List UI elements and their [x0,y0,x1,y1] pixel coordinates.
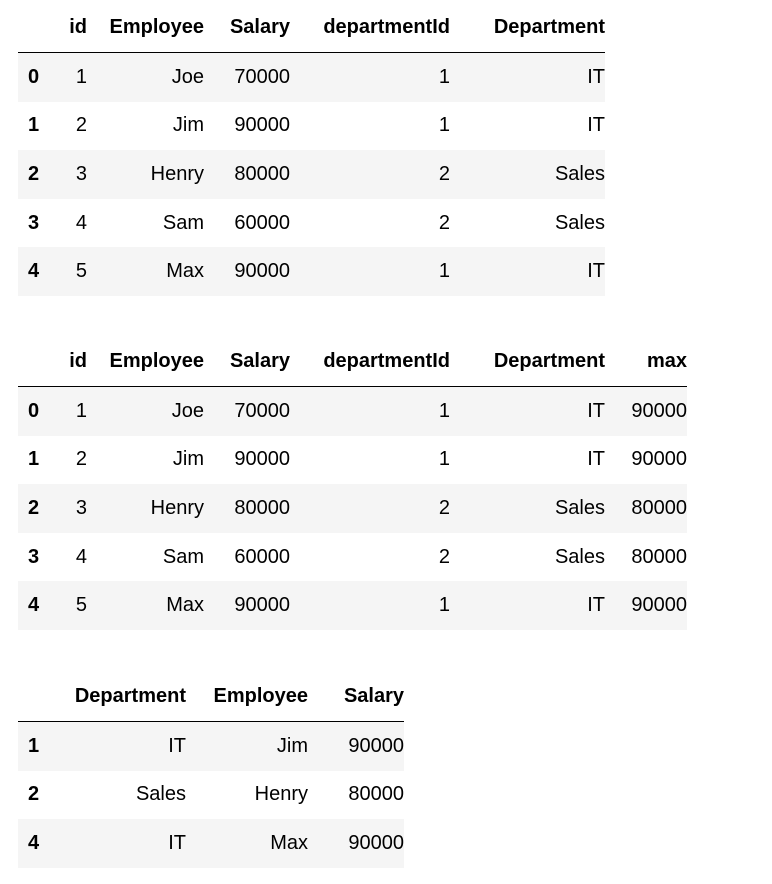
cell-employee: Max [166,260,204,283]
cell-max: 90000 [631,448,687,471]
cell-department: Sales [135,783,186,806]
cell-salary: 70000 [234,65,290,88]
cell-id: 1 [75,399,87,422]
table-row [18,199,605,248]
row-index: 3 [28,545,40,568]
cell-salary: 80000 [348,783,404,806]
cell-departmentid: 2 [438,162,450,185]
cell-departmentid: 1 [438,399,450,422]
column-header-departmentid: departmentId [290,336,450,387]
cell-department: Sales [554,496,605,519]
column-header-salary: Salary [204,336,290,387]
cell-max: 90000 [631,594,687,617]
cell-departmentid: 1 [438,448,450,471]
table-header-row [18,2,605,53]
cell-salary: 90000 [234,114,290,137]
row-index: 2 [28,496,40,519]
cell-id: 4 [75,545,87,568]
row-index: 4 [28,594,40,617]
index-header [18,2,55,53]
row-index: 4 [28,831,40,854]
column-header-department: Department [55,671,186,722]
row-index: 0 [28,65,40,88]
cell-id: 1 [75,65,87,88]
table-row [18,247,605,296]
cell-departmentid: 1 [438,65,450,88]
cell-id: 2 [75,114,87,137]
column-header-salary: Salary [204,2,290,53]
cell-department: Sales [554,545,605,568]
cell-employee: Joe [171,65,204,88]
row-index: 1 [28,734,40,757]
column-header-id: id [55,2,87,53]
table-row [18,771,404,820]
column-header-employee: Employee [87,2,204,53]
cell-department: IT [587,448,605,471]
table-row [18,533,687,582]
table-row [18,387,687,436]
cell-department: IT [587,114,605,137]
cell-employee: Max [270,831,308,854]
cell-id: 4 [75,211,87,234]
index-header [18,336,55,387]
cell-employee: Henry [150,162,204,185]
cell-departmentid: 1 [438,114,450,137]
column-header-id: id [55,336,87,387]
cell-department: IT [168,831,186,854]
cell-id: 5 [75,260,87,283]
cell-employee: Henry [254,783,308,806]
column-header-department: Department [450,2,605,53]
cell-department: Sales [554,211,605,234]
cell-employee: Jim [172,448,204,471]
table-row [18,102,605,151]
table-header-row [18,671,404,722]
cell-salary: 60000 [234,545,290,568]
cell-salary: 90000 [234,448,290,471]
cell-employee: Sam [162,211,204,234]
table-row [18,484,687,533]
cell-department: IT [587,260,605,283]
cell-employee: Henry [150,496,204,519]
cell-employee: Max [166,594,204,617]
table-row [18,581,687,630]
cell-departmentid: 2 [438,545,450,568]
cell-salary: 90000 [234,594,290,617]
cell-salary: 90000 [348,831,404,854]
table-row [18,819,404,868]
cell-salary: 90000 [348,734,404,757]
cell-employee: Sam [162,545,204,568]
row-index: 4 [28,260,40,283]
cell-employee: Jim [172,114,204,137]
cell-id: 5 [75,594,87,617]
table-row [18,150,605,199]
row-index: 2 [28,783,40,806]
cell-employee: Jim [276,734,308,757]
cell-salary: 90000 [234,260,290,283]
index-header [18,671,55,722]
column-header-employee: Employee [186,671,308,722]
cell-departmentid: 1 [438,594,450,617]
table-row [18,436,687,485]
dataframe-table-employees [18,2,605,296]
cell-max: 80000 [631,496,687,519]
row-index: 3 [28,211,40,234]
cell-department: IT [168,734,186,757]
cell-id: 2 [75,448,87,471]
cell-departmentid: 2 [438,211,450,234]
dataframe-table-result [18,671,404,868]
cell-department: IT [587,65,605,88]
cell-id: 3 [75,496,87,519]
cell-max: 80000 [631,545,687,568]
cell-department: IT [587,399,605,422]
cell-department: Sales [554,162,605,185]
row-index: 2 [28,162,40,185]
column-header-departmentid: departmentId [290,2,450,53]
cell-salary: 70000 [234,399,290,422]
cell-max: 90000 [631,399,687,422]
column-header-employee: Employee [87,336,204,387]
cell-departmentid: 1 [438,260,450,283]
dataframe-table-with-max [18,336,687,630]
column-header-salary: Salary [308,671,404,722]
cell-department: IT [587,594,605,617]
cell-salary: 80000 [234,162,290,185]
row-index: 1 [28,448,40,471]
cell-salary: 60000 [234,211,290,234]
column-header-max: max [605,336,687,387]
cell-employee: Joe [171,399,204,422]
table-header-row [18,336,687,387]
table-row [18,53,605,102]
row-index: 0 [28,399,40,422]
cell-departmentid: 2 [438,496,450,519]
table-row [18,722,404,771]
cell-id: 3 [75,162,87,185]
column-header-department: Department [450,336,605,387]
row-index: 1 [28,114,40,137]
cell-salary: 80000 [234,496,290,519]
